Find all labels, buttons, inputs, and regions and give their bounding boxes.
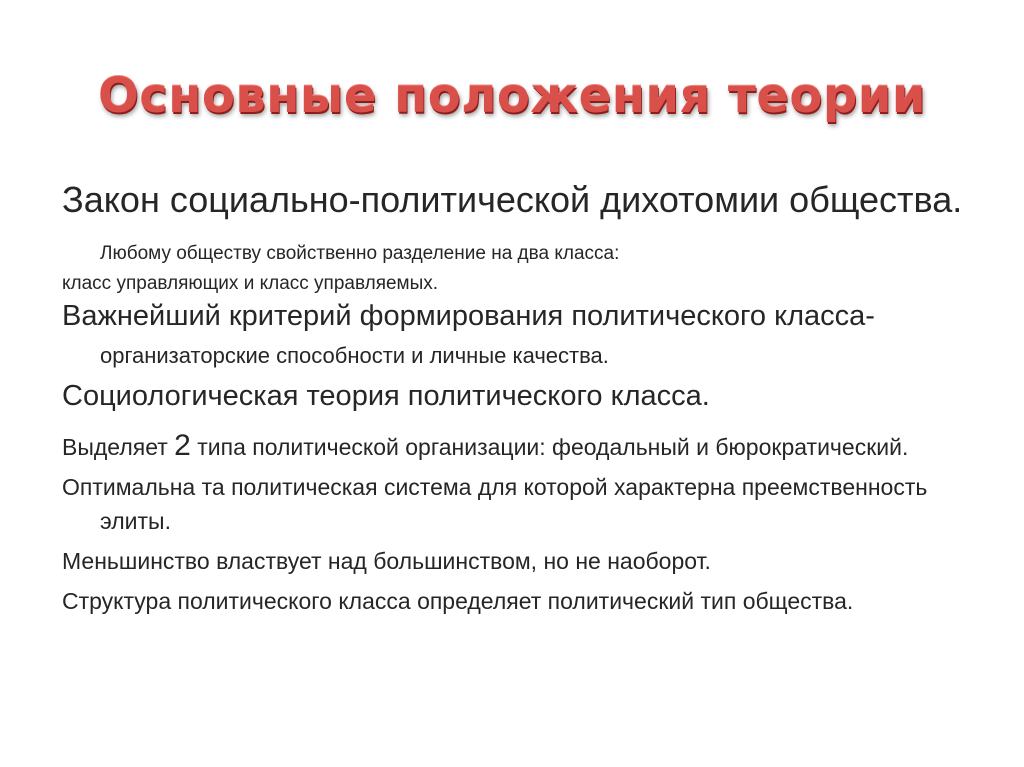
bullet-class-structure: Структура политического класса определяет политический тип общества.	[62, 588, 854, 614]
bullet-main-criterion-main: Важнейший критерий формирования политического класса-	[62, 300, 875, 332]
bullet-organization-types-before: Выделяет	[62, 434, 175, 460]
bullet-organization-types-number: 2	[174, 429, 191, 462]
bullet-dichotomy-law	[62, 176, 982, 295]
slide-title: Основные положения теории	[97, 68, 926, 124]
bullet-organization-types	[62, 429, 982, 464]
bullet-dichotomy-law-detail-cont: класс управляющих и класс управляемых.	[62, 273, 439, 294]
bullet-optimal-system: Оптимальна та политическая система для которой характерна преемственность элиты.	[62, 474, 928, 534]
bullet-main-criterion	[62, 297, 982, 373]
bullet-organization-types-after: типа политической организации: феодальный и бюрократический.	[190, 434, 909, 460]
bullet-dichotomy-law-main: Закон социально-политической дихотомии общества.	[62, 179, 963, 220]
bullet-dichotomy-law-detail: Любому обществу свойственно разделение на два класса:	[100, 243, 620, 264]
bullet-main-criterion-cont: организаторские способности и личные качества.	[100, 343, 609, 368]
bullet-minority-rules: Меньшинство властвует над большинством, но не наоборот.	[62, 548, 711, 574]
slide-content	[62, 176, 982, 624]
bullet-sociological-theory: Социологическая теория политического класса.	[62, 380, 710, 412]
